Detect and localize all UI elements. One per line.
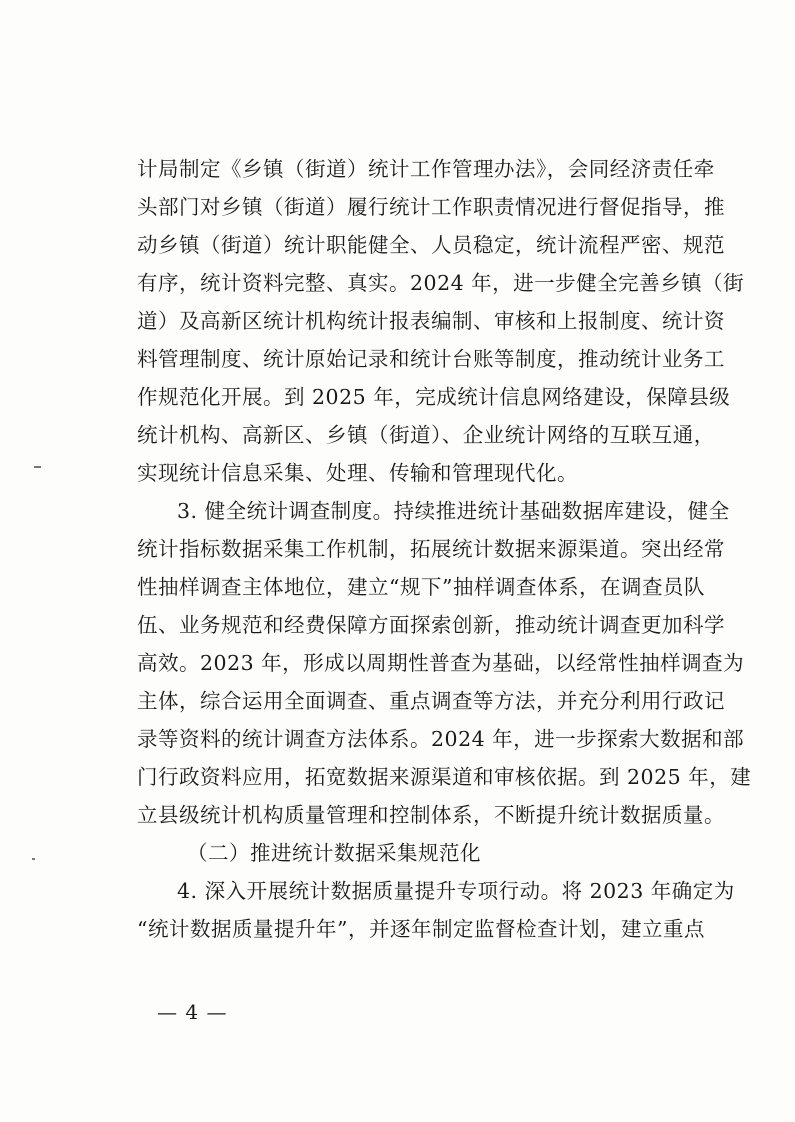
text-line: 动乡镇（街道）统计职能健全、人员稳定，统计流程严密、规范 — [137, 233, 725, 257]
text-line: 主体，综合运用全面调查、重点调查等方法，并充分利用行政记 — [137, 689, 725, 713]
text-line: 4. 深入开展统计数据质量提升专项行动。将 2023 年确定为 — [177, 879, 735, 903]
text-line: 实现统计信息采集、处理、传输和管理现代化。 — [137, 461, 578, 485]
text-line: 头部门对乡镇（街道）履行统计工作职责情况进行督促指导，推 — [137, 195, 725, 219]
text-line: 统计机构、高新区、乡镇（街道）、企业统计网络的互联互通， — [137, 423, 715, 447]
paragraph-item-3 — [137, 492, 752, 834]
text-line: “统计数据质量提升年”，并逐年制定监督检查计划，建立重点 — [137, 917, 705, 941]
text-line: 伍、业务规范和经费保障方面探索创新，推动统计调查更加科学 — [137, 613, 725, 637]
text-line: 有序，统计资料完整、真实。2024 年，进一步健全完善乡镇（街 — [137, 271, 745, 295]
text-line: 道）及高新区统计机构统计报表编制、审核和上报制度、统计资 — [137, 309, 725, 333]
text-line: 作规范化开展。到 2025 年，完成统计信息网络建设，保障县级 — [137, 385, 731, 409]
page-number: — 4 — — [157, 1000, 228, 1024]
scan-mark — [34, 466, 41, 468]
body-text — [137, 150, 752, 948]
paragraph-continuation — [137, 150, 745, 492]
section-heading: （二）推进统计数据采集规范化 — [187, 841, 481, 865]
text-line: 料管理制度、统计原始记录和统计台账等制度，推动统计业务工 — [137, 347, 725, 371]
text-line: 门行政资料应用，拓宽数据来源渠道和审核依据。到 2025 年，建 — [137, 765, 752, 789]
text-line: 立县级统计机构质量管理和控制体系，不断提升统计数据质量。 — [137, 803, 725, 827]
paragraph-item-4 — [137, 872, 735, 948]
text-line: 3. 健全统计调查制度。持续推进统计基础数据库建设，健全 — [177, 499, 730, 523]
scan-mark — [32, 858, 35, 860]
text-line: 高效。2023 年，形成以周期性普查为基础，以经常性抽样调查为 — [137, 651, 745, 675]
text-line: 录等资料的统计调查方法体系。2024 年，进一步探索大数据和部 — [137, 727, 745, 751]
text-line: 计局制定《乡镇（街道）统计工作管理办法》，会同经济责任牵 — [137, 157, 715, 181]
text-line: 性抽样调查主体地位，建立“规下”抽样调查体系，在调查员队 — [137, 575, 705, 599]
text-line: 统计指标数据采集工作机制，拓展统计数据来源渠道。突出经常 — [137, 537, 725, 561]
